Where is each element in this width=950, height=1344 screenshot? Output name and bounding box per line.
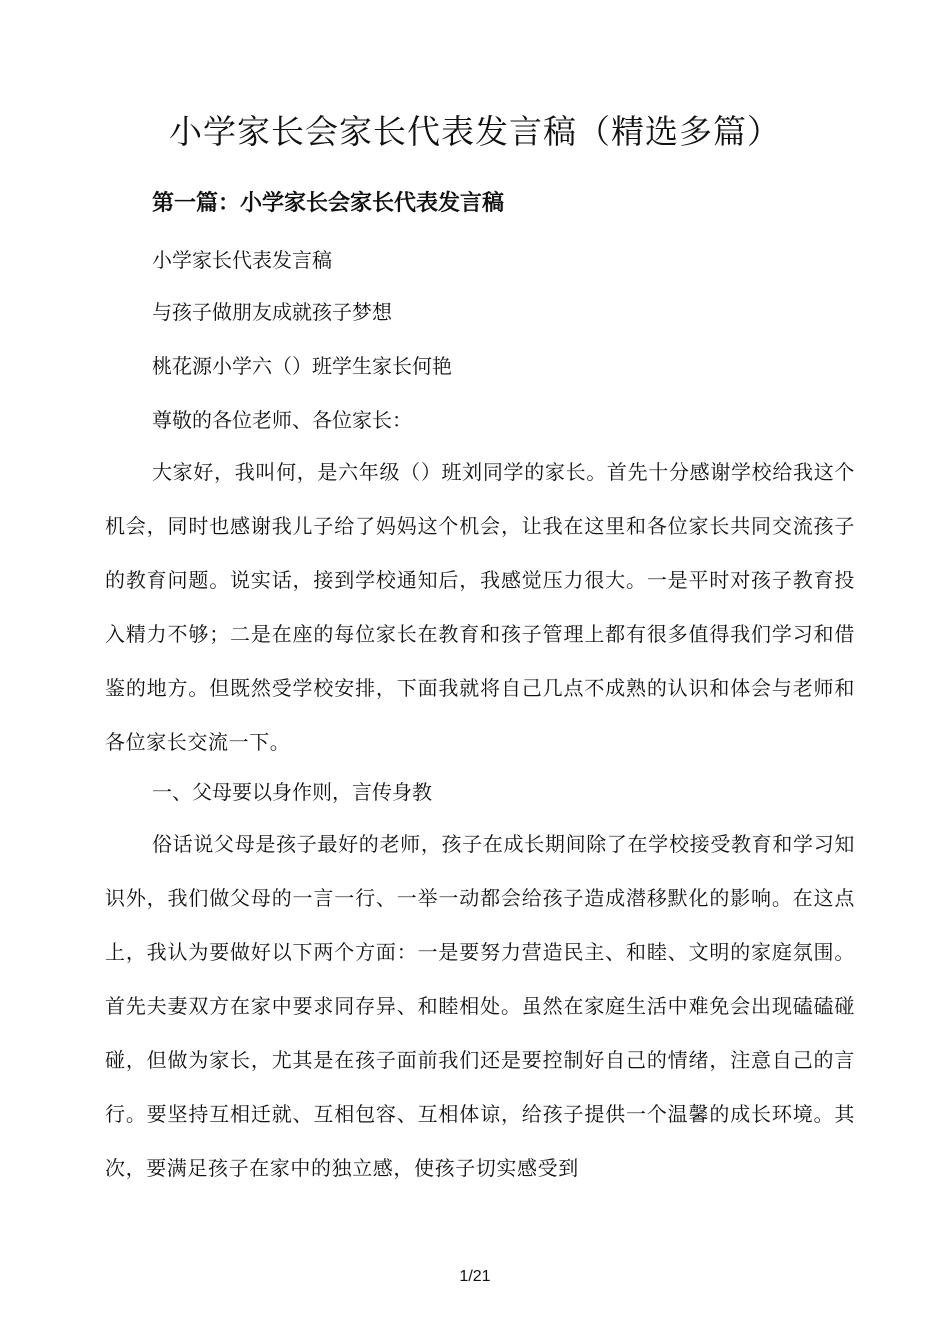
document-title: 小学家长会家长代表发言稿（精选多篇）: [169, 112, 781, 151]
page-number: 1/21: [459, 1268, 491, 1285]
section-heading: 一、父母要以身作则，言传身教: [152, 780, 432, 804]
chapter-heading: 第一篇：小学家长会家长代表发言稿: [152, 191, 505, 216]
speech-title-line: 小学家长代表发言稿: [152, 248, 332, 272]
paragraph-intro: 大家好，我叫何，是六年级（）班刘同学的家长。首先十分感谢学校给我这个机会，同时也感谢我儿子给了妈妈这个机会，让我在这里和各位家长共同交流孩子的教育问题。说实话，接到学校通知后，我感觉压力很大。一是平时对孩子教育投入精力不够；二是在座的每位家长在教育和孩子管理上都有很多值得我们学习和借鉴的地方。但既然受学校安排，下面我就将自己几点不成熟的认识和体会与老师和各位家长交流一下。: [105, 460, 855, 754]
salutation-line: 尊敬的各位老师、各位家长：: [152, 408, 412, 432]
speaker-line: 桃花源小学六（）班学生家长何艳: [152, 354, 452, 378]
speech-subtitle-line: 与孩子做朋友成就孩子梦想: [152, 300, 392, 324]
paragraph-section-1: 俗话说父母是孩子最好的老师，孩子在成长期间除了在学校接受教育和学习知识外，我们做父母的一言一行、一举一动都会给孩子造成潜移默化的影响。在这点上，我认为要做好以下两个方面：一是要努力营造民主、和睦、文明的家庭氛围。首先夫妻双方在家中要求同存异、和睦相处。虽然在家庭生活中难免会出现磕磕碰碰，但做为家长，尤其是在孩子面前我们还是要控制好自己的情绪，注意自己的言行。要坚持互相迁就、互相包容、互相体谅，给孩子提供一个温馨的成长环境。其次，要满足孩子在家中的独立感，使孩子切实感受到: [105, 832, 855, 1180]
